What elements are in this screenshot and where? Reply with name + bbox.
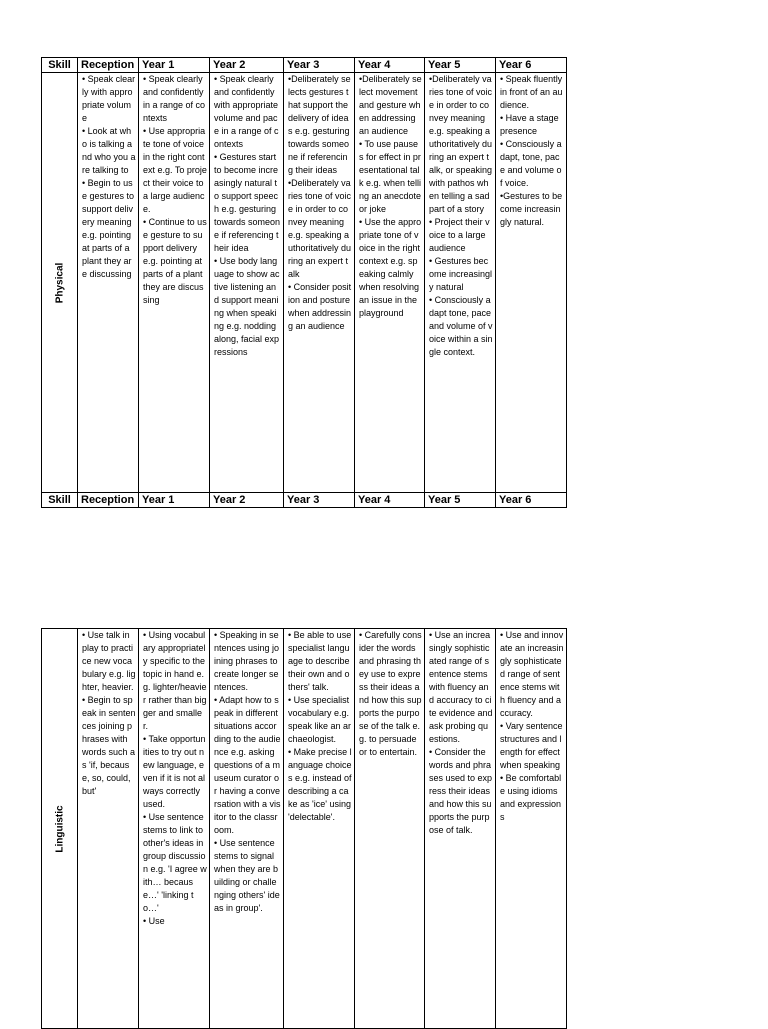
physical-row: [42, 73, 567, 493]
linguistic-year-4-cell: [355, 629, 425, 1029]
linguistic-year-6-cell: [496, 629, 567, 1029]
header-reception: Reception: [78, 58, 139, 73]
cell-text: • Use an increasingly sophisticated range of sentence stems with fluency and accuracy to cite evidence and ask probing questions. • Consider the words and phrases used to express their ideas and how this supports the purpose of talk.: [429, 630, 493, 835]
linguistic-skill-cell: [42, 629, 78, 1029]
linguistic-skills-table: [41, 628, 567, 1029]
cell-text: • Speaking in sentences using joining phrases to create longer sentences. • Adapt how to speak in different situations according to the audience e.g. asking questions of a museum curator or having a conversation with a visitor to the classroom. • Use sentence stems to signal when they are building or challenging others' ideas in group'.: [214, 630, 281, 913]
header-year-6: Year 6: [496, 58, 567, 73]
cell-text: • Be able to use specialist language to describe their own and others' talk. • Use specialist vocabulary e.g. speak like an archaeologist. • Make precise language choices e.g. instead of describing a cake as 'ice' using 'delectable'.: [288, 630, 352, 822]
header-year-4: Year 4: [355, 58, 425, 73]
linguistic-year-2-cell: [210, 629, 284, 1029]
physical-year-2-cell: [210, 73, 284, 493]
physical-year-6-cell: [496, 73, 567, 493]
cell-text: • Speak fluently in front of an audience. • Have a stage presence • Consciously adapt, tone, pace and volume of voice. •Gestures to become increasingly natural.: [500, 74, 563, 227]
linguistic-year-1-cell: [139, 629, 210, 1029]
cell-text: • Use talk in play to practice new vocabulary e.g. lighter, heavier. • Begin to speak in sentences joining phrases with words such as 'if, because, so, could, but': [82, 630, 136, 796]
row-label-physical: Physical: [54, 262, 65, 303]
header-skill: Skill: [42, 58, 78, 73]
cell-text: •Deliberately varies tone of voice in order to convey meaning e.g. speaking authoritatively during an expert talk, or speaking with pathos when telling a sad part of a story • Project their voice to a large audience • Gestures become increasingly natural • Consciously adapt tone, pace and volume of voice within a single context.: [429, 74, 493, 357]
cell-text: • Speak clearly and confidently in a range of contexts • Use appropriate tone of voice in the right context e.g. To project their voice to a large audience. • Continue to use gesture to support delivery e.g. pointing at parts of a plant they are discussing: [143, 74, 207, 305]
footer-year-3: Year 3: [284, 493, 355, 508]
footer-year-4: Year 4: [355, 493, 425, 508]
cell-text: •Deliberately selects gestures that support the delivery of ideas e.g. gesturing towards someone if referencing their ideas •Deliberately varies tone of voice in order to convey meaning e.g. speaking authoritatively during an expert talk • Consider position and posture when addressing an audience: [288, 74, 352, 331]
linguistic-year-5-cell: [425, 629, 496, 1029]
footer-year-6: Year 6: [496, 493, 567, 508]
cell-text: • Use and innovate an increasingly sophisticated range of sentence stems with fluency and accuracy. • Vary sentence structures and length for effect when speaking • Be comfortable using idioms and expressions: [500, 630, 564, 822]
cell-text: • Carefully consider the words and phrasing they use to express their ideas and how this supports the purpose of the talk e.g. to persuade or to entertain.: [359, 630, 422, 757]
header-row: [42, 58, 567, 73]
linguistic-row: [42, 629, 567, 1029]
footer-row: [42, 493, 567, 508]
header-year-3: Year 3: [284, 58, 355, 73]
footer-skill: Skill: [42, 493, 78, 508]
cell-text: • Speak clearly and confidently with appropriate volume and pace in a range of contexts • Gestures start to become increasingly natural to support speech e.g. gesturing towards someone if referencing their idea • Use body language to show active listening and support meaning when speaking e.g. nodding along, facial expressions: [214, 74, 281, 357]
cell-text: • Using vocabulary appropriately specific to the topic in hand e.g. lighter/heavier rather than bigger and smaller. • Take opportunities to try out new language, even if it is not always correctly used. • Use sentence stems to link to other's ideas in group discussion e.g. 'I agree with… because…' 'linking to…' • Use: [143, 630, 207, 926]
physical-reception-cell: [78, 73, 139, 493]
cell-text: •Deliberately select movement and gesture when addressing an audience • To use pauses for effect in presentational talk e.g. when telling an anecdote or joke • Use the appropriate tone of voice in the right context e.g. speaking calmly when resolving an issue in the playground: [359, 74, 422, 318]
row-label-linguistic: Linguistic: [54, 804, 65, 853]
footer-year-5: Year 5: [425, 493, 496, 508]
physical-skill-cell: [42, 73, 78, 493]
footer-reception: Reception: [78, 493, 139, 508]
cell-text: • Speak clearly with appropriate volume • Look at who is talking and who you are talking to • Begin to use gestures to support delivery meaning e.g. pointing at parts of a plant they are discussing: [82, 74, 136, 279]
header-year-2: Year 2: [210, 58, 284, 73]
footer-year-1: Year 1: [139, 493, 210, 508]
header-year-5: Year 5: [425, 58, 496, 73]
header-year-1: Year 1: [139, 58, 210, 73]
physical-year-3-cell: [284, 73, 355, 493]
physical-year-1-cell: [139, 73, 210, 493]
linguistic-year-3-cell: [284, 629, 355, 1029]
footer-year-2: Year 2: [210, 493, 284, 508]
physical-year-4-cell: [355, 73, 425, 493]
physical-skills-table: [41, 57, 567, 508]
physical-year-5-cell: [425, 73, 496, 493]
linguistic-reception-cell: [78, 629, 139, 1029]
